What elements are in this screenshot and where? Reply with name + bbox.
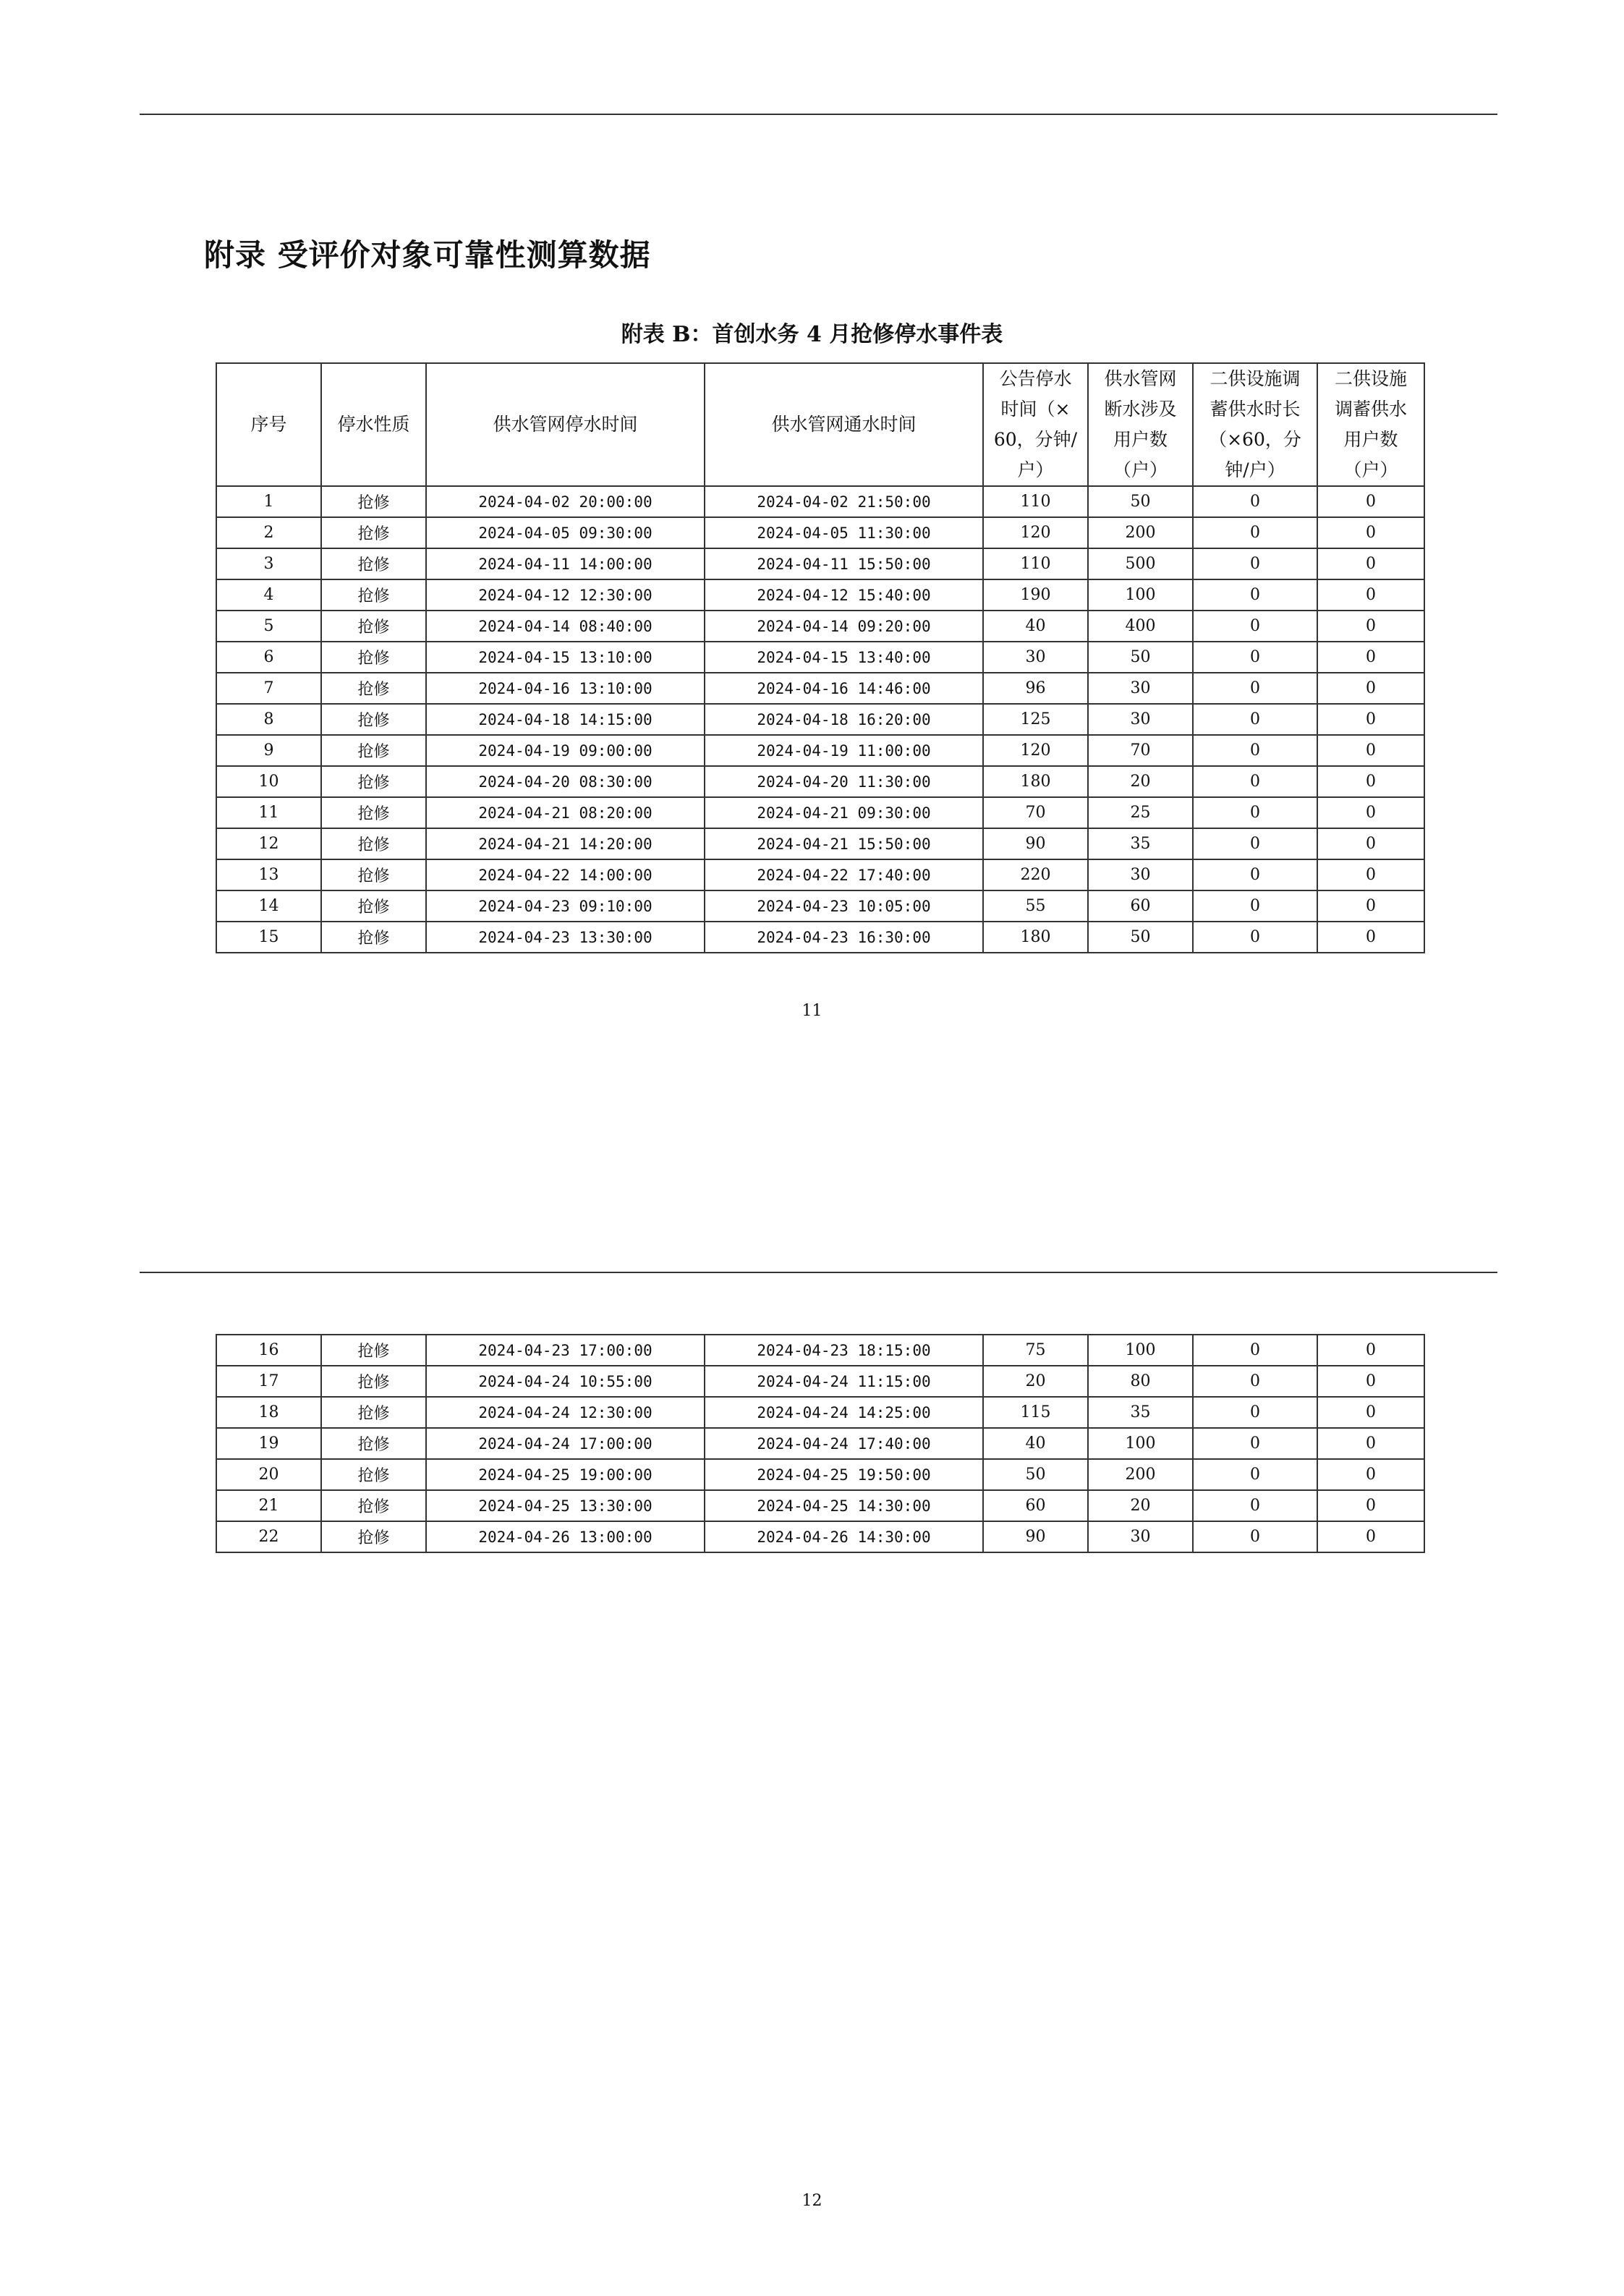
- col-outage-start-cell: 2024-04-23 17:00:00: [426, 1335, 705, 1366]
- col-announced-duration-cell: 220: [983, 859, 1088, 890]
- col-secondary-duration-cell: 0: [1193, 1521, 1317, 1552]
- col-outage-type-cell: 抢修: [321, 486, 426, 517]
- appendix-heading: 附录 受评价对象可靠性测算数据: [204, 237, 651, 273]
- col-affected-users-cell: 30: [1088, 673, 1193, 704]
- col-secondary-users-cell: 0: [1317, 486, 1424, 517]
- col-announced-duration-cell: 110: [983, 548, 1088, 579]
- col-secondary-duration-cell: 0: [1193, 859, 1317, 890]
- col-secondary-users-cell: 0: [1317, 922, 1424, 953]
- col-index-cell: 22: [216, 1521, 321, 1552]
- col-announced-duration-cell: 20: [983, 1366, 1088, 1397]
- col-index-cell: 9: [216, 735, 321, 766]
- col-announced-duration-cell: 120: [983, 517, 1088, 548]
- col-outage-start-cell: 2024-04-23 09:10:00: [426, 890, 705, 922]
- outage-table-part-2: [216, 1334, 1425, 1553]
- col-affected-users-cell: 30: [1088, 859, 1193, 890]
- col-restore-time-cell: 2024-04-16 14:46:00: [705, 673, 983, 704]
- table-row: [216, 579, 1424, 611]
- table-row: [216, 766, 1424, 797]
- col-announced-duration-cell: 96: [983, 673, 1088, 704]
- col-outage-type-cell: 抢修: [321, 1397, 426, 1428]
- header-line: 供水管网停水时间: [493, 414, 638, 435]
- col-announced-duration-cell: 190: [983, 579, 1088, 611]
- col-outage-start-cell: 2024-04-26 13:00:00: [426, 1521, 705, 1552]
- col-outage-start-header: [426, 363, 705, 486]
- col-outage-type-cell: 抢修: [321, 766, 426, 797]
- col-secondary-users-cell: 0: [1317, 797, 1424, 828]
- col-announced-duration-cell: 40: [983, 611, 1088, 642]
- col-index-cell: 15: [216, 922, 321, 953]
- col-index-cell: 7: [216, 673, 321, 704]
- col-announced-duration-cell: 110: [983, 486, 1088, 517]
- col-restore-time-cell: 2024-04-02 21:50:00: [705, 486, 983, 517]
- col-affected-users-cell: 35: [1088, 1397, 1193, 1428]
- col-secondary-duration-cell: 0: [1193, 611, 1317, 642]
- col-restore-time-cell: 2024-04-25 14:30:00: [705, 1490, 983, 1521]
- col-restore-time-cell: 2024-04-24 14:25:00: [705, 1397, 983, 1428]
- col-affected-users-cell: 100: [1088, 1335, 1193, 1366]
- table-row: [216, 548, 1424, 579]
- col-affected-users-cell: 400: [1088, 611, 1193, 642]
- col-outage-start-cell: 2024-04-12 12:30:00: [426, 579, 705, 611]
- col-affected-users-cell: 50: [1088, 642, 1193, 673]
- col-affected-users-cell: 500: [1088, 548, 1193, 579]
- col-secondary-duration-header: [1193, 363, 1317, 486]
- col-outage-type-cell: 抢修: [321, 890, 426, 922]
- col-outage-start-cell: 2024-04-20 08:30:00: [426, 766, 705, 797]
- col-secondary-users-cell: 0: [1317, 1397, 1424, 1428]
- col-announced-duration-cell: 55: [983, 890, 1088, 922]
- col-restore-time-cell: 2024-04-23 18:15:00: [705, 1335, 983, 1366]
- col-outage-start-cell: 2024-04-16 13:10:00: [426, 673, 705, 704]
- header-line: 用户数: [1113, 429, 1168, 450]
- col-index-cell: 19: [216, 1428, 321, 1459]
- table-row: [216, 704, 1424, 735]
- col-affected-users-cell: 20: [1088, 766, 1193, 797]
- col-secondary-duration-cell: 0: [1193, 1397, 1317, 1428]
- col-restore-time-cell: 2024-04-19 11:00:00: [705, 735, 983, 766]
- col-outage-type-cell: 抢修: [321, 642, 426, 673]
- col-restore-time-cell: 2024-04-12 15:40:00: [705, 579, 983, 611]
- col-outage-start-cell: 2024-04-24 10:55:00: [426, 1366, 705, 1397]
- col-secondary-users-cell: 0: [1317, 828, 1424, 859]
- col-restore-time-cell: 2024-04-21 15:50:00: [705, 828, 983, 859]
- col-announced-duration-cell: 75: [983, 1335, 1088, 1366]
- col-secondary-users-cell: 0: [1317, 611, 1424, 642]
- table-row: [216, 1490, 1424, 1521]
- col-index-cell: 17: [216, 1366, 321, 1397]
- col-affected-users-cell: 70: [1088, 735, 1193, 766]
- table-row: [216, 486, 1424, 517]
- col-secondary-users-cell: 0: [1317, 735, 1424, 766]
- col-outage-start-cell: 2024-04-25 19:00:00: [426, 1459, 705, 1490]
- col-secondary-users-cell: 0: [1317, 766, 1424, 797]
- col-outage-type-cell: 抢修: [321, 579, 426, 611]
- table-row: [216, 642, 1424, 673]
- col-index-cell: 4: [216, 579, 321, 611]
- col-secondary-users-cell: 0: [1317, 859, 1424, 890]
- col-index-cell: 18: [216, 1397, 321, 1428]
- col-index-cell: 1: [216, 486, 321, 517]
- col-secondary-users-cell: 0: [1317, 1335, 1424, 1366]
- header-line: 时间（×: [1000, 399, 1071, 420]
- col-affected-users-cell: 60: [1088, 890, 1193, 922]
- col-index-cell: 16: [216, 1335, 321, 1366]
- col-outage-start-cell: 2024-04-24 17:00:00: [426, 1428, 705, 1459]
- table-row: [216, 673, 1424, 704]
- col-restore-time-cell: 2024-04-15 13:40:00: [705, 642, 983, 673]
- col-outage-type-cell: 抢修: [321, 735, 426, 766]
- col-outage-type-cell: 抢修: [321, 797, 426, 828]
- table-header: [216, 363, 1424, 486]
- col-outage-type-cell: 抢修: [321, 1521, 426, 1552]
- col-outage-type-cell: 抢修: [321, 859, 426, 890]
- col-secondary-duration-cell: 0: [1193, 1335, 1317, 1366]
- col-outage-type-cell: 抢修: [321, 611, 426, 642]
- header-line: 断水涉及: [1104, 399, 1177, 420]
- col-restore-time-cell: 2024-04-05 11:30:00: [705, 517, 983, 548]
- col-restore-time-cell: 2024-04-21 09:30:00: [705, 797, 983, 828]
- col-secondary-duration-cell: 0: [1193, 548, 1317, 579]
- col-index-cell: 10: [216, 766, 321, 797]
- header-line: 户）: [1017, 459, 1054, 480]
- col-outage-type-cell: 抢修: [321, 1459, 426, 1490]
- col-restore-time-cell: 2024-04-11 15:50:00: [705, 548, 983, 579]
- col-secondary-users-cell: 0: [1317, 548, 1424, 579]
- col-secondary-users-cell: 0: [1317, 704, 1424, 735]
- table-row: [216, 1521, 1424, 1552]
- col-restore-time-cell: 2024-04-23 10:05:00: [705, 890, 983, 922]
- col-secondary-duration-cell: 0: [1193, 828, 1317, 859]
- table-row: [216, 1366, 1424, 1397]
- col-announced-duration-cell: 180: [983, 922, 1088, 953]
- table-row: [216, 828, 1424, 859]
- col-announced-duration-cell: 115: [983, 1397, 1088, 1428]
- col-outage-start-cell: 2024-04-14 08:40:00: [426, 611, 705, 642]
- col-secondary-users-cell: 0: [1317, 1428, 1424, 1459]
- col-secondary-users-cell: 0: [1317, 673, 1424, 704]
- col-secondary-duration-cell: 0: [1193, 1459, 1317, 1490]
- table-row: [216, 922, 1424, 953]
- col-outage-start-cell: 2024-04-24 12:30:00: [426, 1397, 705, 1428]
- col-outage-type-cell: 抢修: [321, 548, 426, 579]
- header-row: [216, 363, 1424, 486]
- col-affected-users-cell: 50: [1088, 486, 1193, 517]
- col-outage-start-cell: 2024-04-05 09:30:00: [426, 517, 705, 548]
- col-announced-duration-cell: 70: [983, 797, 1088, 828]
- col-secondary-users-cell: 0: [1317, 890, 1424, 922]
- header-line: （户）: [1113, 459, 1168, 480]
- col-index-cell: 21: [216, 1490, 321, 1521]
- col-announced-duration-cell: 125: [983, 704, 1088, 735]
- col-secondary-duration-cell: 0: [1193, 735, 1317, 766]
- table-row: [216, 1335, 1424, 1366]
- header-line: 序号: [250, 414, 287, 435]
- col-affected-users-cell: 30: [1088, 1521, 1193, 1552]
- col-index-cell: 6: [216, 642, 321, 673]
- col-announced-duration-cell: 30: [983, 642, 1088, 673]
- header-line: 公告停水: [999, 368, 1072, 389]
- col-outage-type-cell: 抢修: [321, 517, 426, 548]
- table-row: [216, 611, 1424, 642]
- table-row: [216, 890, 1424, 922]
- col-index-cell: 3: [216, 548, 321, 579]
- col-secondary-duration-cell: 0: [1193, 579, 1317, 611]
- col-outage-start-cell: 2024-04-02 20:00:00: [426, 486, 705, 517]
- col-index-header: [216, 363, 321, 486]
- col-secondary-duration-cell: 0: [1193, 1490, 1317, 1521]
- col-announced-duration-cell: 90: [983, 1521, 1088, 1552]
- col-outage-start-cell: 2024-04-22 14:00:00: [426, 859, 705, 890]
- col-outage-type-cell: 抢修: [321, 1366, 426, 1397]
- col-affected-users-cell: 35: [1088, 828, 1193, 859]
- header-line: （×60，分: [1209, 429, 1301, 450]
- col-affected-users-header: [1088, 363, 1193, 486]
- col-announced-duration-cell: 60: [983, 1490, 1088, 1521]
- header-line: 停水性质: [337, 414, 410, 435]
- page-number: 12: [802, 2192, 822, 2210]
- col-announced-duration-cell: 120: [983, 735, 1088, 766]
- page-top-rule: [140, 1272, 1497, 1273]
- col-index-cell: 13: [216, 859, 321, 890]
- col-restore-time-cell: 2024-04-26 14:30:00: [705, 1521, 983, 1552]
- col-affected-users-cell: 100: [1088, 1428, 1193, 1459]
- col-restore-time-cell: 2024-04-24 17:40:00: [705, 1428, 983, 1459]
- table-row: [216, 735, 1424, 766]
- header-line: 60，分钟/: [993, 429, 1078, 450]
- col-announced-duration-cell: 40: [983, 1428, 1088, 1459]
- col-outage-start-cell: 2024-04-21 08:20:00: [426, 797, 705, 828]
- col-affected-users-cell: 25: [1088, 797, 1193, 828]
- col-secondary-users-header: [1317, 363, 1424, 486]
- col-announced-duration-header: [983, 363, 1088, 486]
- col-secondary-duration-cell: 0: [1193, 673, 1317, 704]
- col-index-cell: 14: [216, 890, 321, 922]
- col-outage-start-cell: 2024-04-23 13:30:00: [426, 922, 705, 953]
- col-restore-time-cell: 2024-04-22 17:40:00: [705, 859, 983, 890]
- col-secondary-duration-cell: 0: [1193, 1366, 1317, 1397]
- col-outage-start-cell: 2024-04-25 13:30:00: [426, 1490, 705, 1521]
- col-index-cell: 12: [216, 828, 321, 859]
- col-secondary-users-cell: 0: [1317, 579, 1424, 611]
- col-secondary-duration-cell: 0: [1193, 517, 1317, 548]
- col-index-cell: 8: [216, 704, 321, 735]
- col-secondary-users-cell: 0: [1317, 1490, 1424, 1521]
- col-secondary-users-cell: 0: [1317, 1366, 1424, 1397]
- col-outage-type-cell: 抢修: [321, 922, 426, 953]
- col-secondary-duration-cell: 0: [1193, 922, 1317, 953]
- col-secondary-duration-cell: 0: [1193, 704, 1317, 735]
- col-restore-time-header: [705, 363, 983, 486]
- header-line: 用户数: [1343, 429, 1398, 450]
- col-secondary-users-cell: 0: [1317, 1521, 1424, 1552]
- col-outage-type-cell: 抢修: [321, 1490, 426, 1521]
- col-secondary-users-cell: 0: [1317, 642, 1424, 673]
- col-restore-time-cell: 2024-04-24 11:15:00: [705, 1366, 983, 1397]
- col-restore-time-cell: 2024-04-20 11:30:00: [705, 766, 983, 797]
- header-line: （户）: [1343, 459, 1398, 480]
- col-outage-type-cell: 抢修: [321, 1335, 426, 1366]
- table-row: [216, 859, 1424, 890]
- col-announced-duration-cell: 90: [983, 828, 1088, 859]
- col-affected-users-cell: 80: [1088, 1366, 1193, 1397]
- col-announced-duration-cell: 50: [983, 1459, 1088, 1490]
- col-outage-start-cell: 2024-04-18 14:15:00: [426, 704, 705, 735]
- col-outage-type-header: [321, 363, 426, 486]
- header-line: 供水管网通水时间: [771, 414, 917, 435]
- col-restore-time-cell: 2024-04-23 16:30:00: [705, 922, 983, 953]
- outage-table-part-1: [216, 362, 1425, 953]
- table-row: [216, 517, 1424, 548]
- col-outage-type-cell: 抢修: [321, 704, 426, 735]
- col-secondary-users-cell: 0: [1317, 517, 1424, 548]
- table-caption: 附表 B：首创水务 4 月抢修停水事件表: [621, 322, 1003, 347]
- page-top-rule: [140, 114, 1497, 115]
- col-secondary-duration-cell: 0: [1193, 766, 1317, 797]
- col-affected-users-cell: 20: [1088, 1490, 1193, 1521]
- table-row: [216, 797, 1424, 828]
- header-line: 调蓄供水: [1334, 399, 1407, 420]
- col-index-cell: 11: [216, 797, 321, 828]
- col-secondary-duration-cell: 0: [1193, 486, 1317, 517]
- col-secondary-duration-cell: 0: [1193, 1428, 1317, 1459]
- col-outage-start-cell: 2024-04-15 13:10:00: [426, 642, 705, 673]
- col-restore-time-cell: 2024-04-25 19:50:00: [705, 1459, 983, 1490]
- header-line: 供水管网: [1104, 368, 1177, 389]
- col-affected-users-cell: 200: [1088, 1459, 1193, 1490]
- col-announced-duration-cell: 180: [983, 766, 1088, 797]
- col-affected-users-cell: 30: [1088, 704, 1193, 735]
- col-restore-time-cell: 2024-04-14 09:20:00: [705, 611, 983, 642]
- col-affected-users-cell: 100: [1088, 579, 1193, 611]
- table-body: [216, 486, 1424, 953]
- col-affected-users-cell: 200: [1088, 517, 1193, 548]
- col-restore-time-cell: 2024-04-18 16:20:00: [705, 704, 983, 735]
- col-secondary-users-cell: 0: [1317, 1459, 1424, 1490]
- col-outage-start-cell: 2024-04-21 14:20:00: [426, 828, 705, 859]
- header-line: 蓄供水时长: [1210, 399, 1301, 420]
- table-row: [216, 1397, 1424, 1428]
- col-outage-type-cell: 抢修: [321, 828, 426, 859]
- table-row: [216, 1428, 1424, 1459]
- col-secondary-duration-cell: 0: [1193, 797, 1317, 828]
- header-line: 二供设施: [1334, 368, 1407, 389]
- col-outage-type-cell: 抢修: [321, 1428, 426, 1459]
- col-affected-users-cell: 50: [1088, 922, 1193, 953]
- col-secondary-duration-cell: 0: [1193, 890, 1317, 922]
- header-line: 钟/户）: [1225, 459, 1285, 480]
- table-body-continued: [216, 1335, 1424, 1552]
- header-line: 二供设施调: [1210, 368, 1301, 389]
- col-index-cell: 20: [216, 1459, 321, 1490]
- col-outage-type-cell: 抢修: [321, 673, 426, 704]
- col-index-cell: 5: [216, 611, 321, 642]
- col-outage-start-cell: 2024-04-11 14:00:00: [426, 548, 705, 579]
- page-number: 11: [802, 1002, 822, 1020]
- table-row: [216, 1459, 1424, 1490]
- col-index-cell: 2: [216, 517, 321, 548]
- col-outage-start-cell: 2024-04-19 09:00:00: [426, 735, 705, 766]
- col-secondary-duration-cell: 0: [1193, 642, 1317, 673]
